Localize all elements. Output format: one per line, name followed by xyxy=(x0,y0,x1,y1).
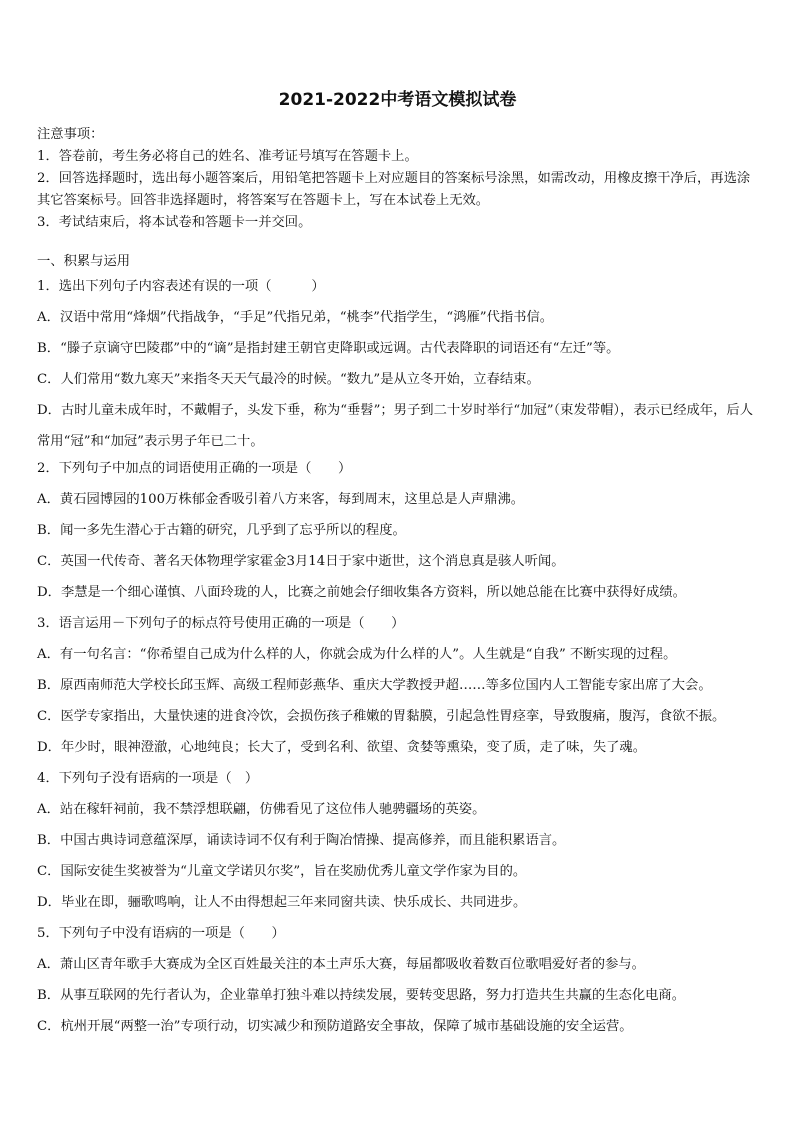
option-a: A．有一句名言：“你希望自己成为什么样的人，你就会成为什么样的人”。人生就是“自我” 不断实现的过程。 xyxy=(37,647,677,662)
option-b: B．闻一多先生潜心于古籍的研究，几乎到了忘乎所以的程度。 xyxy=(37,523,406,538)
question-stem: 3．语言运用－下列句子的标点符号使用正确的一项是（ ） xyxy=(37,616,405,631)
question-3 xyxy=(37,613,758,759)
option-a: A．黄石园博园的100万株郁金香吸引着八方来客，每到周末，这里总是人声鼎沸。 xyxy=(37,492,525,507)
question-5 xyxy=(37,923,758,1038)
option-c: C．杭州开展“两整一治”专项行动，切实减少和预防道路安全事故，保障了城市基础设施的安全运营。 xyxy=(37,1019,633,1034)
question-stem: 1．选出下列句子内容表述有误的一项（ ） xyxy=(37,279,325,294)
option-c: C．人们常用“数九寒天”来指冬天天气最冷的时候。“数九”是从立冬开始，立春结束。 xyxy=(37,372,540,387)
option-b: B．原西南师范大学校长邱玉辉、高级工程师彭燕华、重庆大学教授尹超……等多位国内人工智能专家出席了大会。 xyxy=(37,678,712,693)
notice-item: 3．考试结束后，将本试卷和答题卡一并交回。 xyxy=(37,215,312,230)
option-b: B．中国古典诗词意蕴深厚，诵读诗词不仅有利于陶冶情操、提高修养，而且能积累语言。 xyxy=(37,833,566,848)
option-c: C．英国一代传奇、著名天体物理学家霍金3月14日于家中逝世，这个消息真是骇人听闻。 xyxy=(37,554,565,569)
question-4 xyxy=(37,768,758,914)
option-b: B．“滕子京谪守巴陵郡”中的“谪”是指封建王朝官吏降职或远调。古代表降职的词语还有“左迁”等。 xyxy=(37,341,620,356)
question-stem: 4．下列句子没有语病的一项是（ ） xyxy=(37,771,259,786)
option-a: A．站在稼轩祠前，我不禁浮想联翩，仿佛看见了这位伟人驰骋疆场的英姿。 xyxy=(37,802,486,817)
question-1 xyxy=(37,276,758,457)
option-c: C．国际安徒生奖被誉为“儿童文学诺贝尔奖”，旨在奖励优秀儿童文学作家为目的。 xyxy=(37,864,527,879)
notice-item: 1．答卷前，考生务必将自己的姓名、准考证号填写在答题卡上。 xyxy=(37,149,418,164)
option-d: D．年少时，眼神澄澈，心地纯良；长大了，受到名利、欲望、贪婪等熏染，变了质，走了味，失了魂。 xyxy=(37,740,647,755)
option-d: D．古时儿童未成年时，不戴帽子，头发下垂，称为“垂髫”；男子到二十岁时举行“加冠”（束发带帽），表示已经成年，后人常用“冠”和“加冠”表示男子年已二十。 xyxy=(37,403,753,449)
option-a: A．汉语中常用“烽烟”代指战争，“手足”代指兄弟，“桃李”代指学生，“鸿雁”代指书信。 xyxy=(37,310,554,325)
option-c: C．医学专家指出，大量快速的进食冷饮，会损伤孩子稚嫩的胃黏膜，引起急性胃痉挛，导致腹痛，腹泻，食欲不振。 xyxy=(37,709,726,724)
notice-heading: 注意事项： xyxy=(37,127,104,142)
question-stem: 5．下列句子中没有语病的一项是（ ） xyxy=(37,926,285,941)
notice-block xyxy=(37,124,758,234)
option-a: A．萧山区青年歌手大赛成为全区百姓最关注的本土声乐大赛，每届都吸收着数百位歌唱爱好者的参与。 xyxy=(37,957,645,972)
option-b: B．从事互联网的先行者认为，企业靠单打独斗难以持续发展，要转变思路，努力打造共生共赢的生态化电商。 xyxy=(37,988,686,1003)
question-2 xyxy=(37,458,758,604)
question-stem: 2．下列句子中加点的词语使用正确的一项是（ ） xyxy=(37,461,352,476)
section-title: 一、积累与运用 xyxy=(37,254,131,269)
notice-item: 2．回答选择题时，选出每小题答案后，用铅笔把答题卡上对应题目的答案标号涂黑，如需改动，用橡皮擦干净后，再选涂其它答案标号。回答非选择题时，将答案写在答题卡上，写在本试卷上无效。 xyxy=(37,171,751,208)
page-title: 2021-2022中考语文模拟试卷 xyxy=(278,90,517,110)
option-d: D．李慧是一个细心谨慎、八面玲珑的人，比赛之前她会仔细收集各方资料，所以她总能在比赛中获得好成绩。 xyxy=(37,585,686,600)
option-d: D．毕业在即，骊歌鸣响，让人不由得想起三年来同窗共读、快乐成长、共同进步。 xyxy=(37,895,527,910)
